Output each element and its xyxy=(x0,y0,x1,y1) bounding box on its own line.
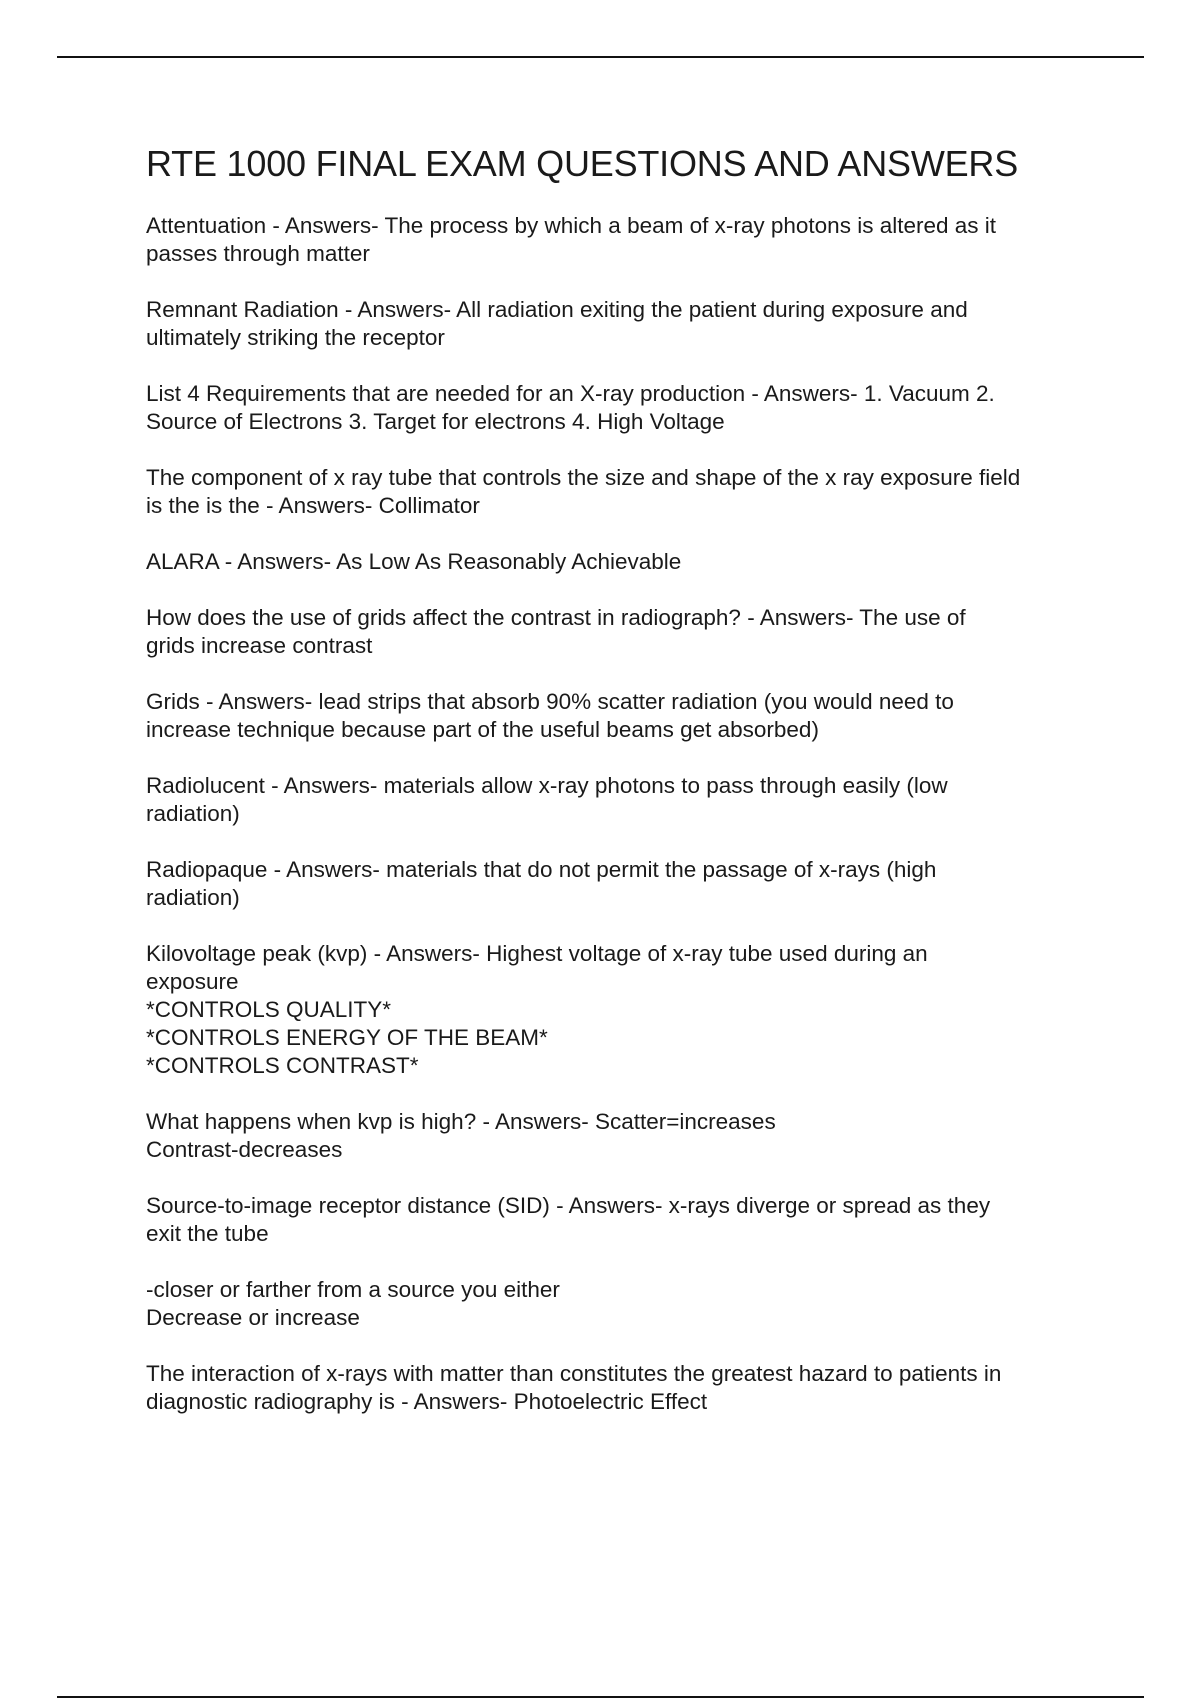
top-divider xyxy=(57,56,1144,58)
qa-entry: Attentuation - Answers- The process by which a beam of x-ray photons is altered as it passes through matter xyxy=(146,213,997,266)
qa-entry: Radiolucent - Answers- materials allow x-ray photons to pass through easily (low radiation) xyxy=(146,773,948,826)
qa-entry: What happens when kvp is high? - Answers- Scatter=increases Contrast-decreases xyxy=(146,1109,776,1162)
qa-entry: Source-to-image receptor distance (SID) - Answers- x-rays diverge or spread as they exit the tube xyxy=(146,1193,991,1246)
page-title: RTE 1000 FINAL EXAM QUESTIONS AND ANSWERS xyxy=(146,143,1019,184)
qa-entry: Kilovoltage peak (kvp) - Answers- Highest voltage of x-ray tube used during an exposure *CONTROLS QUALITY* *CONTROLS ENERGY OF THE BEAM* *CONTROLS CONTRAST* xyxy=(146,941,928,1078)
document-body xyxy=(146,142,1096,1444)
qa-entry: -closer or farther from a source you either Decrease or increase xyxy=(146,1277,560,1330)
qa-entry: ALARA - Answers- As Low As Reasonably Achievable xyxy=(146,549,682,574)
qa-entry: The component of x ray tube that controls the size and shape of the x ray exposure field is the is the - Answers- Collimator xyxy=(146,465,1021,518)
qa-entry: List 4 Requirements that are needed for an X-ray production - Answers- 1. Vacuum 2. Source of Electrons 3. Target for electrons 4. High Voltage xyxy=(146,381,995,434)
qa-entry: Radiopaque - Answers- materials that do not permit the passage of x-rays (high radiation) xyxy=(146,857,937,910)
qa-entry: Remnant Radiation - Answers- All radiation exiting the patient during exposure and ultimately striking the receptor xyxy=(146,297,968,350)
qa-entry: The interaction of x-rays with matter than constitutes the greatest hazard to patients in diagnostic radiography is - Answers- Photoelectric Effect xyxy=(146,1361,1002,1414)
bottom-divider xyxy=(57,1696,1144,1698)
qa-entry: Grids - Answers- lead strips that absorb 90% scatter radiation (you would need to increase technique because part of the useful beams get absorbed) xyxy=(146,689,954,742)
qa-entry: How does the use of grids affect the contrast in radiograph? - Answers- The use of grids increase contrast xyxy=(146,605,966,658)
